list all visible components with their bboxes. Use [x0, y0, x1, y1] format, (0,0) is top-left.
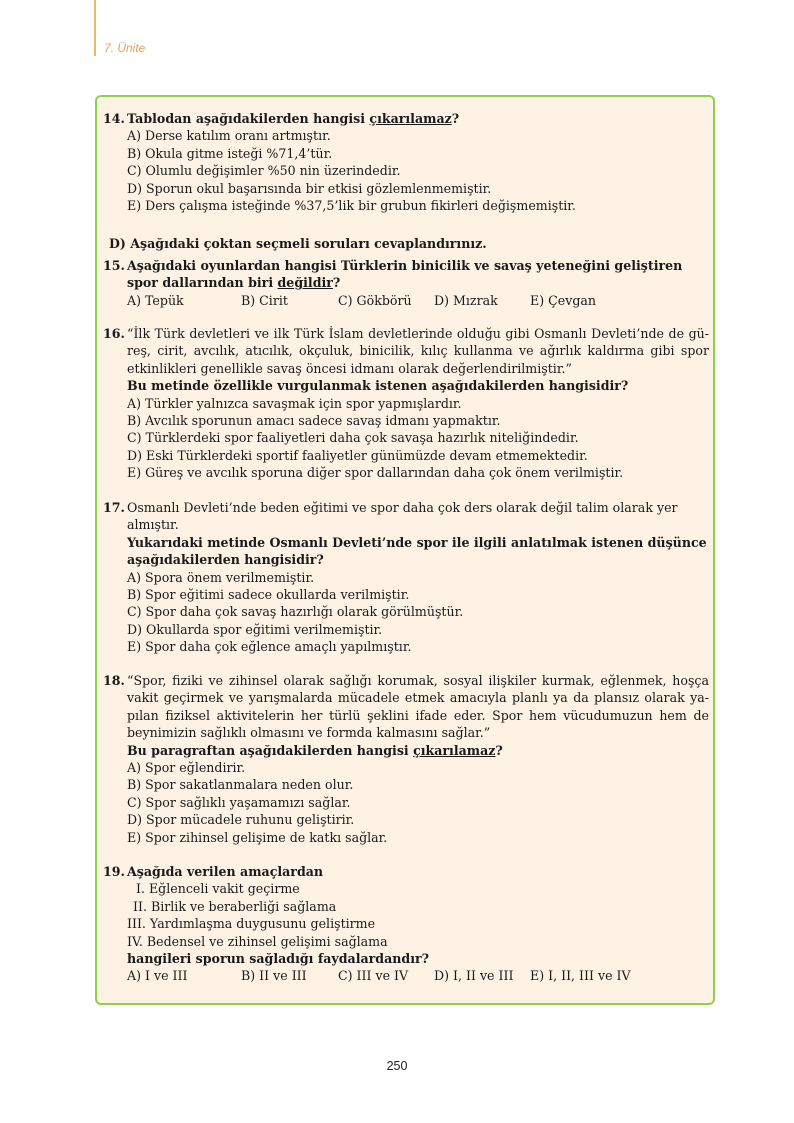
option-e: E) Spor daha çok eğlence amaçlı yapılmıştır.	[127, 639, 412, 655]
question-stem: Yukarıdaki metinde Osmanlı Devleti’nde spor ile ilgili anlatılmak istenen düşünce aşağıdakilerden hangisidir?	[127, 534, 707, 568]
option-c: C) Spor daha çok savaş hazırlığı olarak görülmüştür.	[127, 604, 464, 620]
option-b: B) II ve III	[241, 968, 307, 984]
option-b: B) Okula gitme isteği %71,4’tür.	[127, 145, 333, 161]
option-e: E) Güreş ve avcılık sporuna diğer spor dallarından daha çok önem verilmiştir.	[127, 465, 624, 481]
option-e: E) Ders çalışma isteğinde %37,5’lik bir grubun fikirleri değişmemiştir.	[127, 198, 576, 214]
roman-item-4: IV. Bedensel ve zihinsel gelişimi sağlama	[127, 933, 388, 949]
option-d: D) Eski Türklerdeki sportif faaliyetler günümüzde devam etmemektedir.	[127, 447, 588, 463]
option-b: B) Spor eğitimi sadece okullarda verilmiştir.	[127, 587, 410, 603]
option-c: C) Spor sağlıklı yaşamamızı sağlar.	[127, 794, 351, 810]
question-number: 17.	[103, 500, 125, 515]
question-19	[103, 863, 709, 985]
question-passage: “İlk Türk devletleri ve ilk Türk İslam devletlerinde olduğu gibi Osmanlı Devleti’nde de gü-reş, cirit, avcılık, atıcılık, okçuluk, binicilik, kılıç kullanma ve ağırlık kaldırma gibi spor etkinlikleri genellikle savaş öncesi idmanı olarak değerlendirilmiştir.”	[127, 326, 709, 376]
option-d: D) Sporun okul başarısında bir etkisi gözlemlenmemiştir.	[127, 180, 492, 196]
header-rule	[94, 0, 96, 56]
question-number: 19.	[103, 864, 125, 879]
section-heading: D) Aşağıdaki çoktan seçmeli soruları cevaplandırınız.	[109, 236, 487, 251]
option-d: D) Spor mücadele ruhunu geliştirir.	[127, 812, 355, 828]
option-c: C) Türklerdeki spor faaliyetleri daha çok savaşa hazırlık niteliğindedir.	[127, 430, 579, 446]
question-passage: Osmanlı Devleti’nde beden eğitimi ve spor daha çok ders olarak değil talim olarak yer almıştır.	[127, 500, 678, 533]
option-d: D) Mızrak	[434, 292, 498, 308]
options-row	[127, 967, 709, 984]
option-e: E) I, II, III ve IV	[530, 968, 631, 984]
question-stem: Bu paragraftan aşağıdakilerden hangisi çıkarılamaz?	[127, 742, 503, 758]
option-e: E) Çevgan	[530, 292, 596, 308]
options-row	[127, 292, 709, 309]
question-passage: “Spor, fiziki ve zihinsel olarak sağlığı korumak, sosyal ilişkiler kurmak, eğlenmek, hoşça vakit geçirmek ve yarışmalarda mücadele etmek amacıyla planlı ya da plansız olarak ya-pılan fiziksel aktivitelerin her türlü şeklini ifade eder. Spor hem vücudumuzun hem de beynimizin sağlıklı olmasını ve formda kalmasını sağlar.”	[127, 673, 709, 741]
question-stem: Tablodan aşağıdakilerden hangisi çıkarılamaz?	[127, 111, 460, 126]
question-number: 18.	[103, 673, 125, 688]
questions-box	[95, 95, 715, 1005]
question-15	[103, 257, 709, 309]
option-c: C) Gökbörü	[338, 292, 412, 308]
question-number: 14.	[103, 111, 125, 126]
question-14	[103, 110, 709, 214]
option-b: B) Spor sakatlanmalara neden olur.	[127, 777, 354, 793]
option-d: D) I, II ve III	[434, 968, 514, 984]
option-a: A) Derse katılım oranı artmıştır.	[127, 128, 331, 144]
roman-item-1: I. Eğlenceli vakit geçirme	[136, 881, 300, 897]
option-e: E) Spor zihinsel gelişime de katkı sağlar.	[127, 829, 388, 845]
option-a: A) Türkler yalnızca savaşmak için spor yapmışlardır.	[127, 395, 462, 411]
roman-item-3: III. Yardımlaşma duygusunu geliştirme	[127, 916, 376, 932]
question-number: 15.	[103, 258, 125, 273]
question-17	[103, 499, 709, 656]
option-b: B) Avcılık sporunun amacı sadece savaş idmanı yapmaktır.	[127, 413, 501, 429]
option-c: C) III ve IV	[338, 968, 409, 984]
option-a: A) Spora önem verilmemiştir.	[127, 569, 315, 585]
option-a: A) I ve III	[127, 968, 188, 984]
question-stem: Bu metinde özellikle vurgulanmak istenen aşağıdakilerden hangisidir?	[127, 378, 629, 394]
option-a: A) Spor eğlendirir.	[127, 760, 246, 776]
question-stem: Aşağıda verilen amaçlardan	[127, 864, 324, 879]
question-number: 16.	[103, 326, 125, 341]
page-number: 250	[386, 1059, 408, 1073]
option-a: A) Tepük	[127, 292, 184, 308]
question-stem: Aşağıdaki oyunlardan hangisi Türklerin binicilik ve savaş yeteneğini geliştiren spor dallarından biri değildir?	[127, 258, 683, 291]
question-16	[103, 325, 709, 482]
option-d: D) Okullarda spor eğitimi verilmemiştir.	[127, 621, 383, 637]
question-stem-continued: hangileri sporun sağladığı faydalardandır?	[127, 951, 430, 967]
option-c: C) Olumlu değişimler %50 nin üzerindedir.	[127, 163, 401, 179]
option-b: B) Cirit	[241, 292, 288, 308]
roman-item-2: II. Birlik ve beraberliği sağlama	[133, 898, 337, 914]
unit-label: 7. Ünite	[104, 41, 146, 55]
question-18	[103, 672, 709, 846]
